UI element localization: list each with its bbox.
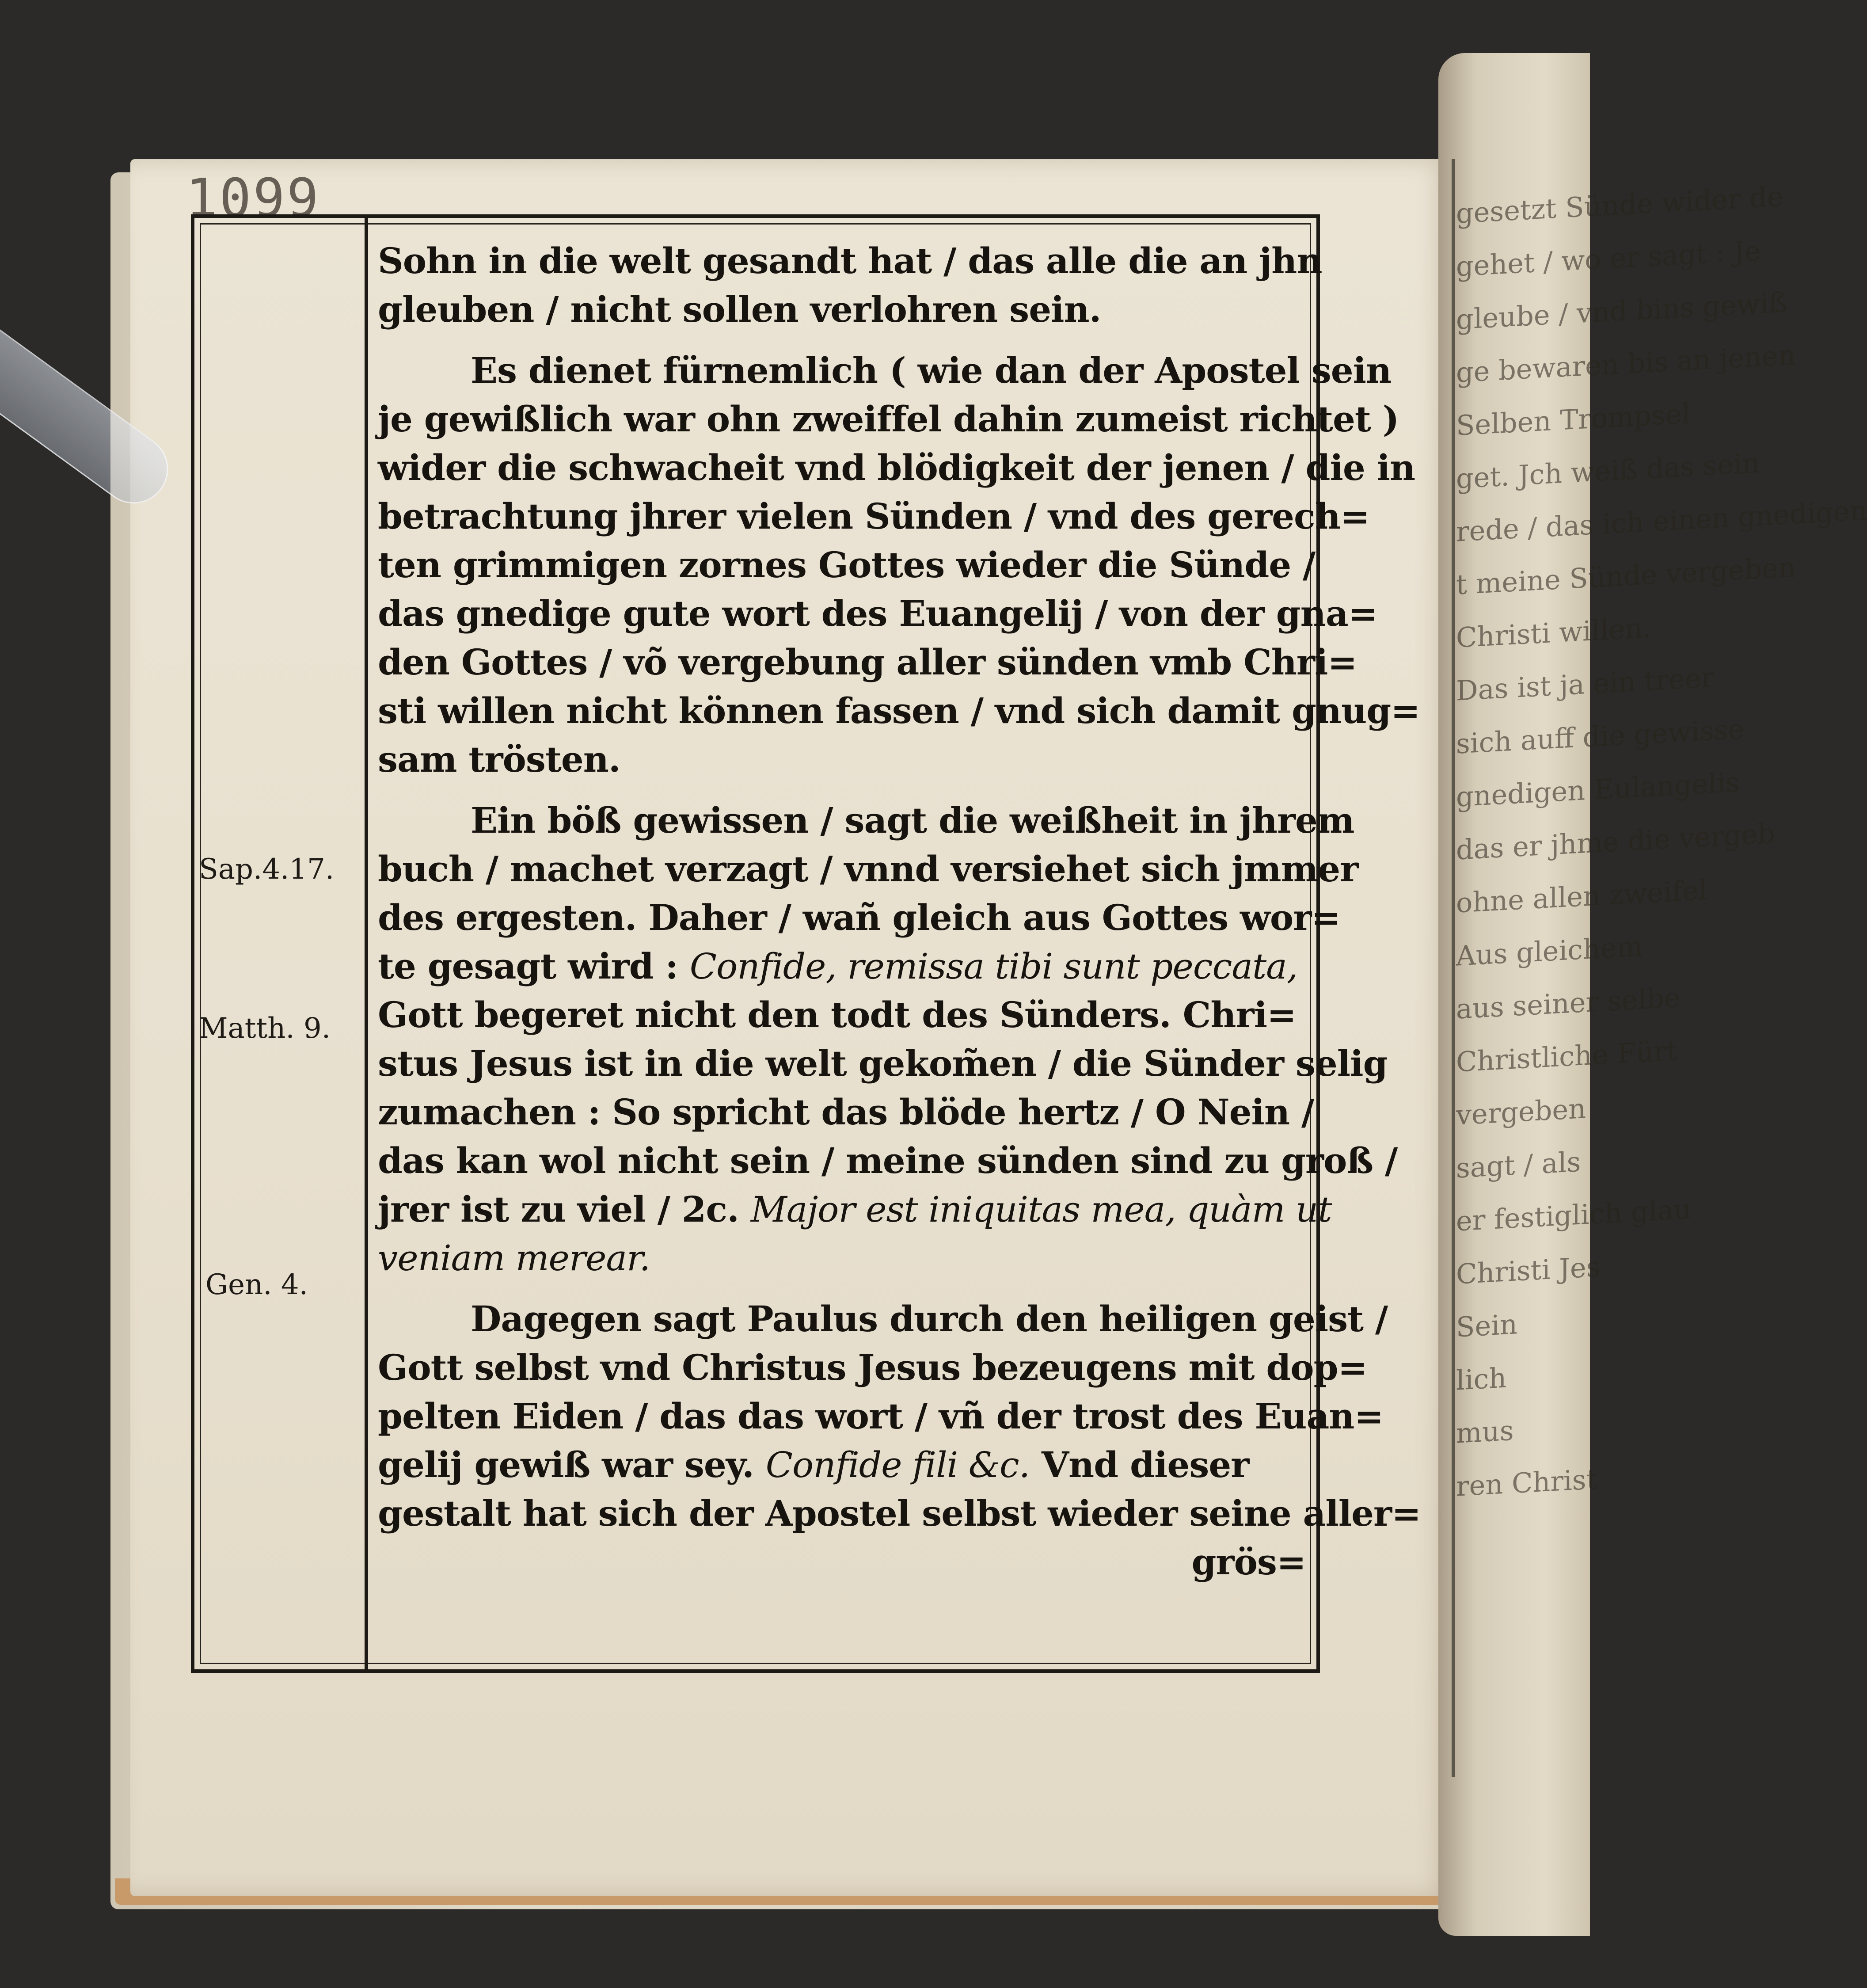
text-line: [378, 395, 1399, 443]
text-line: [378, 1343, 1367, 1392]
text-line: [378, 443, 1415, 492]
text-line: [378, 346, 1392, 395]
facing-page-line: Christliche Fürt: [1456, 1034, 1678, 1078]
margin-note-matth: Matth. 9.: [199, 1012, 331, 1045]
text-segment: buch / machet verzagt / vnnd versiehet sich jmmer: [378, 848, 1358, 890]
text-line: [378, 236, 1322, 285]
text-line: [378, 1295, 1388, 1343]
facing-page-line: Das ist ja ein treer: [1456, 661, 1715, 707]
facing-page-line: gleube / vnd bins gewiß: [1456, 286, 1787, 336]
text-line: [378, 893, 1341, 942]
latin-phrase: Major est iniquitas mea, quàm ut: [750, 1189, 1332, 1230]
text-segment: Gott selbst vnd Christus Jesus bezeugens mit dop=: [378, 1347, 1367, 1388]
margin-column-divider: [365, 214, 368, 1673]
text-segment: den Gottes / võ vergebung aller sünden vmb Chri=: [378, 641, 1357, 683]
text-line: [378, 942, 1306, 990]
latin-phrase: Confide, remissa tibi sunt peccata,: [689, 946, 1298, 987]
latin-phrase: Confide fili &c.: [765, 1444, 1030, 1485]
text-line: [378, 1039, 1388, 1088]
facing-page-line: sich auff die gewisse: [1456, 712, 1745, 760]
margin-note-sap: Sap.4.17.: [199, 853, 335, 886]
main-text-column: [378, 236, 1421, 1586]
text-line: [378, 1440, 1306, 1489]
text-line: [378, 1088, 1314, 1136]
text-line: [378, 1392, 1384, 1440]
margin-note-gen: Gen. 4.: [205, 1268, 308, 1301]
text-segment: Vnd dieser: [1030, 1444, 1249, 1485]
text-line: [378, 796, 1354, 845]
text-segment: gelij gewiß war sey.: [378, 1444, 766, 1485]
text-line: [378, 1185, 1332, 1234]
facing-page-line: Aus gleichem: [1456, 930, 1643, 972]
text-segment: stus Jesus ist in die welt gekom̃en / die Sünder selig: [378, 1043, 1388, 1084]
text-line: [378, 686, 1420, 735]
text-line: [378, 1489, 1421, 1538]
text-line: [378, 541, 1316, 589]
text-segment: Sohn in die welt gesandt hat / das alle die an jhn: [378, 240, 1322, 282]
facing-page-line: rede / das ich einen gnedigen: [1456, 494, 1867, 548]
facing-page-line: ohne allen zweifel: [1456, 873, 1707, 919]
facing-page-line: das er jhme die vergeb: [1456, 817, 1775, 866]
text-segment: wider die schwacheit vnd blödigkeit der jenen / die in: [378, 447, 1415, 488]
facing-page-line: get. Jch weiß das sein: [1456, 446, 1760, 495]
latin-phrase: veniam merear.: [378, 1238, 650, 1279]
text-segment: je gewißlich war ohn zweiffel dahin zumeist richtet ): [378, 398, 1399, 440]
text-segment: pelten Eiden / das das wort / vñ der trost des Euan=: [378, 1395, 1384, 1437]
facing-page: [1438, 53, 1867, 1936]
text-segment: Es dienet fürnemlich ( wie dan der Apostel sein: [471, 350, 1392, 391]
text-line: [378, 1538, 1306, 1586]
text-line: [378, 492, 1369, 541]
facing-page-line: lich: [1456, 1361, 1507, 1397]
text-segment: sam trösten.: [378, 739, 620, 780]
text-line: [378, 589, 1377, 638]
text-segment: des ergesten. Daher / wañ gleich aus Gottes wor=: [378, 897, 1341, 938]
facing-page-line: t meine Sünde vergeben: [1456, 551, 1796, 601]
text-segment: Dagegen sagt Paulus durch den heiligen geist /: [471, 1298, 1388, 1340]
facing-page-line: Sein: [1456, 1308, 1517, 1344]
text-line: [378, 638, 1357, 686]
text-line: [378, 845, 1358, 893]
text-line: [378, 1136, 1398, 1185]
facing-page-line: gnedigen Eulangelis: [1456, 765, 1740, 813]
facing-page-text: [1456, 180, 1867, 1515]
text-segment: gleuben / nicht sollen verlohren sein.: [378, 289, 1101, 330]
facing-page-line: ren Christ: [1456, 1462, 1597, 1503]
facing-page-line: ge bewaren bis an jenen: [1456, 339, 1796, 389]
text-line: [378, 735, 1306, 784]
text-segment: sti willen nicht können fassen / vnd sich damit gnug=: [378, 690, 1420, 731]
facing-page-line: Christi willen.: [1456, 611, 1651, 654]
facing-page-line: er festiglich glau: [1456, 1192, 1692, 1238]
text-segment: jrer ist zu viel / 2c.: [378, 1188, 751, 1230]
text-segment: das gnedige gute wort des Euangelij / von der gna=: [378, 593, 1377, 634]
text-line: [378, 285, 1306, 334]
text-segment: grös=: [1191, 1541, 1306, 1583]
text-line: [378, 990, 1306, 1039]
text-line: [378, 1234, 1306, 1282]
text-segment: ten grimmigen zornes Gottes wieder die Sünde /: [378, 544, 1316, 586]
facing-page-line: gesetzt Sünde wider de: [1456, 180, 1783, 230]
facing-page-line: sagt / als: [1456, 1145, 1581, 1184]
facing-page-line: Selben Trompsel: [1456, 397, 1691, 442]
handwritten-folio-number: 1099: [186, 168, 320, 229]
facing-page-rule: [1452, 159, 1455, 1777]
facing-page-line: aus seiner selbe: [1456, 981, 1681, 1025]
text-segment: Ein böß gewissen / sagt die weißheit in jhrem: [471, 800, 1354, 841]
text-segment: zumachen : So spricht das blöde hertz / O Nein /: [378, 1091, 1314, 1133]
facing-page-line: Christi Jes: [1456, 1250, 1601, 1291]
text-segment: betrachtung jhrer vielen Sünden / vnd des gerech=: [378, 495, 1369, 537]
text-segment: gestalt hat sich der Apostel selbst wieder seine aller=: [378, 1493, 1421, 1534]
facing-page-line: gehet / wo er sagt : Je: [1456, 234, 1761, 283]
text-segment: das kan wol nicht sein / meine sünden sind zu groß /: [378, 1140, 1398, 1181]
facing-page-line: mus: [1456, 1414, 1514, 1450]
facing-page-line: vergeben: [1456, 1092, 1586, 1131]
text-segment: te gesagt wird :: [378, 945, 690, 987]
text-segment: Gott begeret nicht den todt des Sünders. Chri=: [378, 994, 1297, 1036]
